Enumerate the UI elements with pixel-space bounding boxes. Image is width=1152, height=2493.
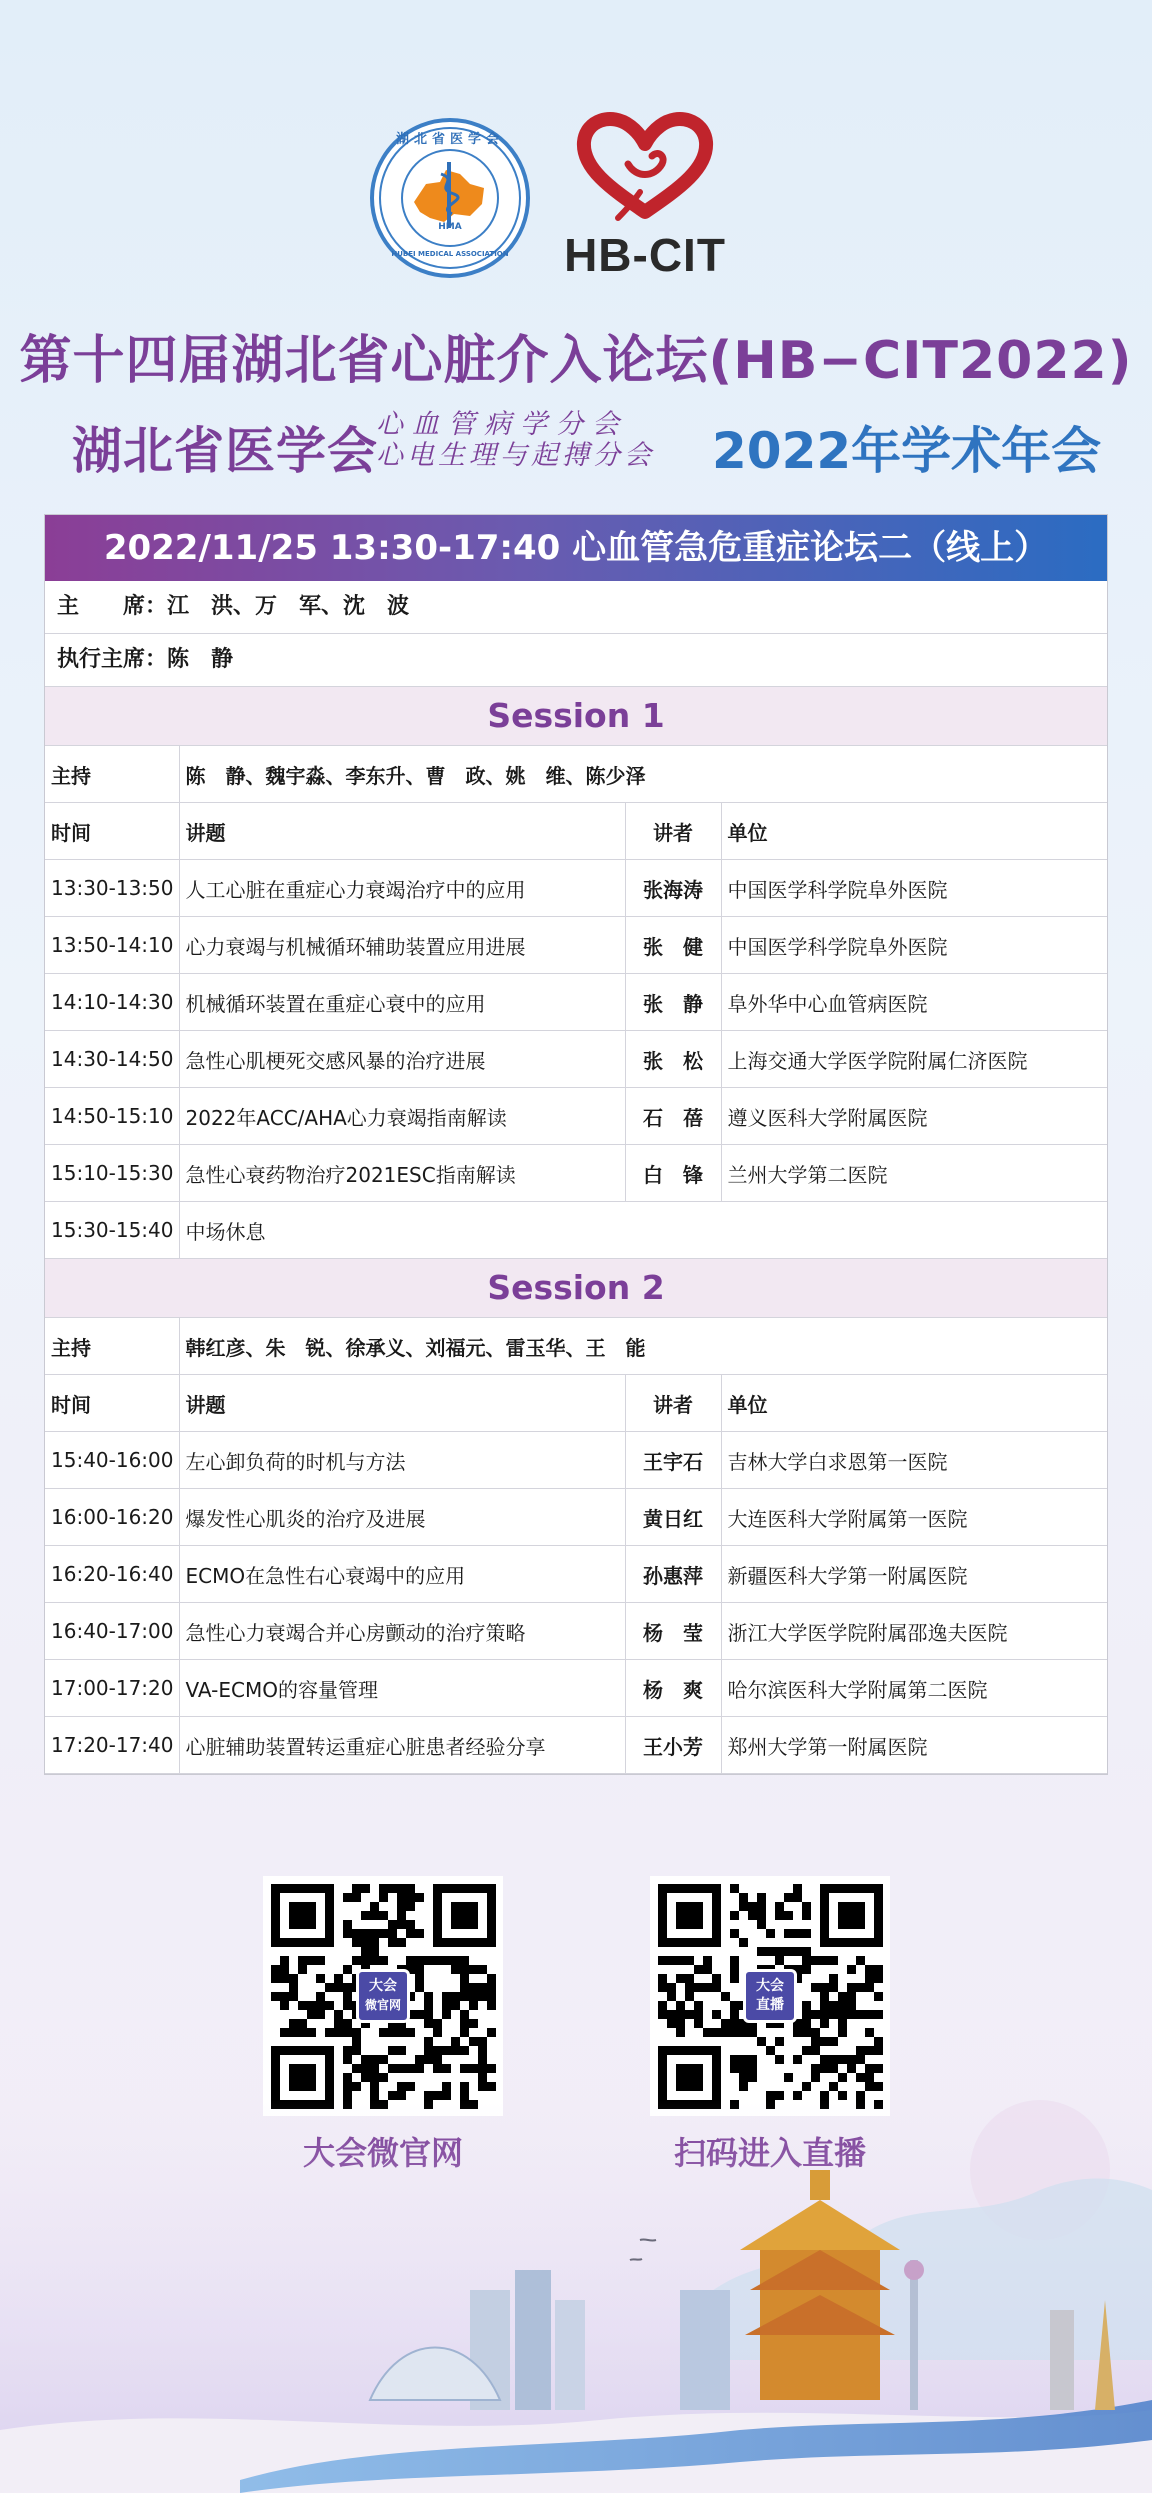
row-unit: 阜外华中心血管病医院 (721, 974, 1107, 1031)
session-1-title: Session 1 (45, 687, 1107, 746)
wuhan-skyline-illustration (0, 2100, 1152, 2493)
row-speaker: 张 健 (625, 917, 721, 974)
title-mid-bottom: 心电生理与起搏分会 (376, 440, 655, 471)
row-unit: 吉林大学白求恩第一医院 (721, 1432, 1107, 1489)
session-1-hosts: 陈 静、魏宇淼、李东升、曹 政、姚 维、陈少泽 (179, 746, 1107, 803)
row-time: 14:10-14:30 (45, 974, 179, 1031)
qr-code-official-site[interactable] (263, 1876, 503, 2116)
hubei-medical-association-logo (370, 118, 530, 278)
row-topic: 心力衰竭与机械循环辅助装置应用进展 (179, 917, 625, 974)
exec-chair-label: 执行主席： (57, 647, 168, 672)
row-speaker: 张 静 (625, 974, 721, 1031)
row-time: 13:30-13:50 (45, 860, 179, 917)
row-time: 17:20-17:40 (45, 1717, 179, 1774)
session-1-table (45, 746, 1107, 1259)
row-topic: 人工心脏在重症心力衰竭治疗中的应用 (179, 860, 625, 917)
row-speaker: 杨 爽 (625, 1660, 721, 1717)
row-topic: 心脏辅助装置转运重症心脏患者经验分享 (179, 1717, 625, 1774)
row-unit: 遵义医科大学附属医院 (721, 1088, 1107, 1145)
qr-badge-live (743, 1969, 797, 2023)
session-1-header-row (45, 803, 1107, 860)
session-2-title: Session 2 (45, 1259, 1107, 1318)
row-topic: 急性心肌梗死交感风暴的治疗进展 (179, 1031, 625, 1088)
row-topic: ECMO在急性右心衰竭中的应用 (179, 1546, 625, 1603)
host-label: 主持 (45, 746, 179, 803)
title-line-2 (0, 407, 1152, 480)
row-topic: 2022年ACC/AHA心力衰竭指南解读 (179, 1088, 625, 1145)
row-unit: 上海交通大学医学院附属仁济医院 (721, 1031, 1107, 1088)
table-row (45, 1088, 1107, 1145)
session-2-hosts: 韩红彦、朱 锐、徐承义、刘福元、雷玉华、王 能 (179, 1318, 1107, 1375)
table-row (45, 1546, 1107, 1603)
hb-cit-wordmark: HB-CIT (564, 229, 726, 281)
row-speaker: 杨 莹 (625, 1603, 721, 1660)
table-row (45, 974, 1107, 1031)
title-line-1 (0, 318, 1152, 393)
row-time: 17:00-17:20 (45, 1660, 179, 1717)
qr-badge-bottom: 直播 (756, 1997, 784, 2013)
chair-label: 主 席： (57, 594, 168, 619)
row-speaker: 白 锋 (625, 1145, 721, 1202)
qr-badge-bottom: 微官网 (364, 1998, 401, 2012)
hb-cit-logo (540, 108, 750, 288)
row-time: 16:20-16:40 (45, 1546, 179, 1603)
row-speaker: 石 蓓 (625, 1088, 721, 1145)
row-unit: 新疆医科大学第一附属医院 (721, 1546, 1107, 1603)
chair-row (45, 581, 1107, 634)
chair-names: 江 洪、万 军、沈 波 (167, 594, 410, 619)
row-unit: 大连医科大学附属第一医院 (721, 1489, 1107, 1546)
row-speaker: 王宇石 (625, 1432, 721, 1489)
break-time: 15:30-15:40 (45, 1202, 179, 1259)
exec-chair-row (45, 634, 1107, 687)
row-topic: 爆发性心肌炎的治疗及进展 (179, 1489, 625, 1546)
row-topic: 急性心衰药物治疗2021ESC指南解读 (179, 1145, 625, 1202)
row-time: 14:50-15:10 (45, 1088, 179, 1145)
break-label: 中场休息 (179, 1202, 1107, 1259)
forum-banner: 2022/11/25 13:30-17:40 心血管急危重症论坛二（线上） (45, 515, 1107, 581)
table-row (45, 1145, 1107, 1202)
row-time: 15:10-15:30 (45, 1145, 179, 1202)
row-topic: 机械循环装置在重症心衰中的应用 (179, 974, 625, 1031)
title-line-1-en: (HB−CIT2022) (708, 331, 1133, 391)
row-time: 15:40-16:00 (45, 1432, 179, 1489)
qr-badge-official (356, 1969, 410, 2023)
table-row (45, 860, 1107, 917)
row-speaker: 王小芳 (625, 1717, 721, 1774)
hma-text-cn: 湖北省医学会 (395, 132, 504, 147)
title-line-2-right: 2022年学术年会 (712, 422, 1102, 480)
row-time: 14:30-14:50 (45, 1031, 179, 1088)
break-row (45, 1202, 1107, 1259)
topic-header: 讲题 (179, 803, 625, 860)
qr-badge-top: 大会 (756, 1978, 784, 1994)
hma-text-en: HUBEI MEDICAL ASSOCIATION (391, 250, 509, 258)
title-mid-top: 心血管病学分会 (376, 409, 628, 440)
table-row (45, 1432, 1107, 1489)
title-line-2-left: 湖北省医学会 (72, 422, 378, 480)
row-topic: 左心卸负荷的时机与方法 (179, 1432, 625, 1489)
session-2-table (45, 1318, 1107, 1774)
qr-code-live-stream[interactable] (650, 1876, 890, 2116)
row-unit: 浙江大学医学院附属邵逸夫医院 (721, 1603, 1107, 1660)
table-row (45, 1717, 1107, 1774)
row-speaker: 孙惠萍 (625, 1546, 721, 1603)
row-speaker: 张海涛 (625, 860, 721, 917)
speaker-header: 讲者 (625, 1375, 721, 1432)
row-topic: 急性心力衰竭合并心房颤动的治疗策略 (179, 1603, 625, 1660)
exec-chair-names: 陈 静 (167, 647, 234, 672)
title-line-1-cn: 第十四届湖北省心脏介入论坛 (19, 331, 709, 391)
session-1-host-row (45, 746, 1107, 803)
title-line-2-middle (376, 409, 706, 471)
row-time: 16:00-16:20 (45, 1489, 179, 1546)
session-2-header-row (45, 1375, 1107, 1432)
row-unit: 哈尔滨医科大学附属第二医院 (721, 1660, 1107, 1717)
row-topic: VA-ECMO的容量管理 (179, 1660, 625, 1717)
row-unit: 中国医学科学院阜外医院 (721, 917, 1107, 974)
qr-badge-top: 大会 (369, 1978, 397, 1994)
heart-icon (540, 108, 750, 228)
session-2-host-row (45, 1318, 1107, 1375)
event-title (0, 318, 1152, 480)
host-label: 主持 (45, 1318, 179, 1375)
row-time: 16:40-17:00 (45, 1603, 179, 1660)
row-unit: 兰州大学第二医院 (721, 1145, 1107, 1202)
topic-header: 讲题 (179, 1375, 625, 1432)
table-row (45, 917, 1107, 974)
row-time: 13:50-14:10 (45, 917, 179, 974)
logo-area (0, 108, 1152, 288)
table-row (45, 1603, 1107, 1660)
table-row (45, 1031, 1107, 1088)
row-unit: 中国医学科学院阜外医院 (721, 860, 1107, 917)
unit-header: 单位 (721, 1375, 1107, 1432)
speaker-header: 讲者 (625, 803, 721, 860)
row-speaker: 黄日红 (625, 1489, 721, 1546)
unit-header: 单位 (721, 803, 1107, 860)
schedule-table (44, 514, 1108, 1775)
row-unit: 郑州大学第一附属医院 (721, 1717, 1107, 1774)
table-row (45, 1660, 1107, 1717)
row-speaker: 张 松 (625, 1031, 721, 1088)
hma-center-text: HMA (438, 222, 462, 232)
time-header: 时间 (45, 1375, 179, 1432)
table-row (45, 1489, 1107, 1546)
time-header: 时间 (45, 803, 179, 860)
